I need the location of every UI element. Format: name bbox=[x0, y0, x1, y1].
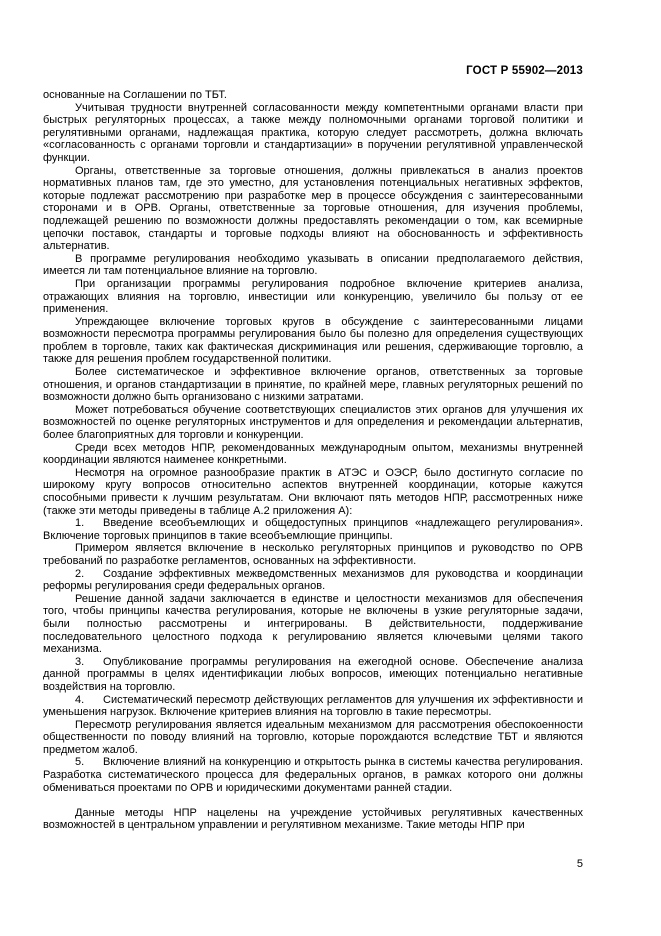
numbered-paragraph: 2. Создание эффективных межведомственных механизмов для руководства и координации реформы регулирования среди федеральных органов. bbox=[43, 567, 583, 593]
paragraph: Пересмотр регулирования является идеальным механизмом для рассмотрения обеспокоенности общественности по поводу влияний на торговлю, которые порождаются вследствие ТБТ и являются предметом жалоб. bbox=[43, 718, 583, 756]
paragraph: основанные на Соглашении по ТБТ. bbox=[43, 89, 227, 101]
paragraph: Упреждающее включение торговых кругов в обсуждение с заинтересованными лицами возможности пересмотра программы регулирования было бы полезно для определения существующих проблем в торговле, таких как фактическая дискриминация или решения, сдерживающие торговлю, а также для решения проблем государственной политики. bbox=[43, 315, 583, 366]
standard-number: ГОСТ Р 55902—2013 bbox=[466, 65, 583, 77]
list-number: 4. bbox=[75, 693, 85, 706]
list-number: 3. bbox=[75, 655, 85, 668]
paragraph: Данные методы НПР нацелены на учреждение устойчивых регулятивных качественных возможностей в центральном управлении и регулятивном механизме. Такие методы НПР при bbox=[43, 806, 583, 832]
paragraph: Примером является включение в несколько регуляторных принципов и руководство по ОРВ требований по разработке регламентов, основанных на эффективности. bbox=[43, 542, 583, 567]
list-number: 1. bbox=[75, 517, 85, 530]
numbered-paragraph: 5. Включение влияний на конкуренцию и открытость рынка в системы качества регулирования. Разработка систематического процесса для федеральных органов, в рамках которого они должны обмениваться проектами по ОРВ и юридическими документами ранней стадии. bbox=[43, 756, 583, 794]
page-number: 5 bbox=[576, 858, 583, 870]
numbered-paragraph: 4. Систематический пересмотр действующих регламентов для улучшения их эффективности и уменьшения нагрузок. Включение критериев влияния на торговлю в такие пересмотры. bbox=[43, 693, 583, 719]
document-body bbox=[43, 89, 583, 832]
document-header bbox=[43, 65, 583, 77]
list-number: 2. bbox=[75, 567, 85, 580]
paragraph: Может потребоваться обучение соответствующих специалистов этих органов для улучшения их возможностей по оценке регуляторных инструментов и для определения и рекомендации альтернатив, более благоприятных для торговли и конкуренции. bbox=[43, 403, 583, 442]
paragraph: При организации программы регулирования подробное включение критериев анализа, отражающих влияния на торговлю, инвестиции или конкуренцию, увеличило бы пользу от ее применения. bbox=[43, 277, 583, 316]
paragraph: Среди всех методов НПР, рекомендованных международным опытом, механизмы внутренней координации являются наименее конкретными. bbox=[43, 441, 583, 467]
paragraph: Несмотря на огромное разнообразие практик в АТЭС и ОЭСР, было достигнуто согласие по широкому кругу вопросов относительно аспектов внутренней координации, которые кажутся способными привести к лучшим результатам. Они включают пять методов НПР, рассмотренных ниже (также эти методы приведены в таблице А.2 приложения А): bbox=[43, 466, 583, 517]
paragraph: Органы, ответственные за торговые отношения, должны привлекаться в анализ проектов нормативных планов там, где это уместно, для установления потенциальных негативных эффектов, которые подлежат рассмотрению при разработке мер в процессе обсуждения с заинтересованными сторонами и в ОРВ. Органы, ответственные за торговые отношения, для изучения проблемы, подлежащей решению по возможности должны предоставлять рекомендации о том, как всемирные цепочки поставок, стандарты и торговые подходы влияют на обоснованность и эффективность альтернатив. bbox=[43, 164, 583, 253]
paragraph: Учитывая трудности внутренней согласованности между компетентными органами власти при быстрых регуляторных процессах, а также между полномочными органами торговой политики и регулятивными органами, надлежащая практика, которую следует рассмотреть, должна включать «согласованность с органами торговли и стандартизации» в поручении регулятивной управленческой функции. bbox=[43, 101, 583, 164]
paragraph: Более систематическое и эффективное включение органов, ответственных за торговые отношения, и органов стандартизации в принятие, по крайней мере, главных регуляторных решений по возможности должно быть организовано с низкими затратами. bbox=[43, 366, 583, 404]
list-number: 5. bbox=[75, 756, 85, 769]
paragraph: В программе регулирования необходимо указывать в описании предполагаемого действия, имеется ли там потенциальное влияние на торговлю. bbox=[43, 252, 583, 278]
numbered-paragraph: 1. Введение всеобъемлющих и общедоступных принципов «надлежащего регулирования». Включение торговых принципов в такие всеобъемлющие принципы. bbox=[43, 517, 583, 542]
numbered-paragraph: 3. Опубликование программы регулирования на ежегодной основе. Обеспечение анализа данной программы в целях идентификации любых вопросов, имеющих потенциально негативные воздействия на торговлю. bbox=[43, 655, 583, 693]
paragraph: Решение данной задачи заключается в единстве и целостности механизмов для обеспечения того, чтобы принципы качества регулирования, которые не включены в узкие регуляторные задачи, были полностью рассмотрены и интегрированы. В действительности, поддерживание последовательного целостного подхода к регулированию является ключевыми целями такого механизма. bbox=[43, 592, 583, 656]
